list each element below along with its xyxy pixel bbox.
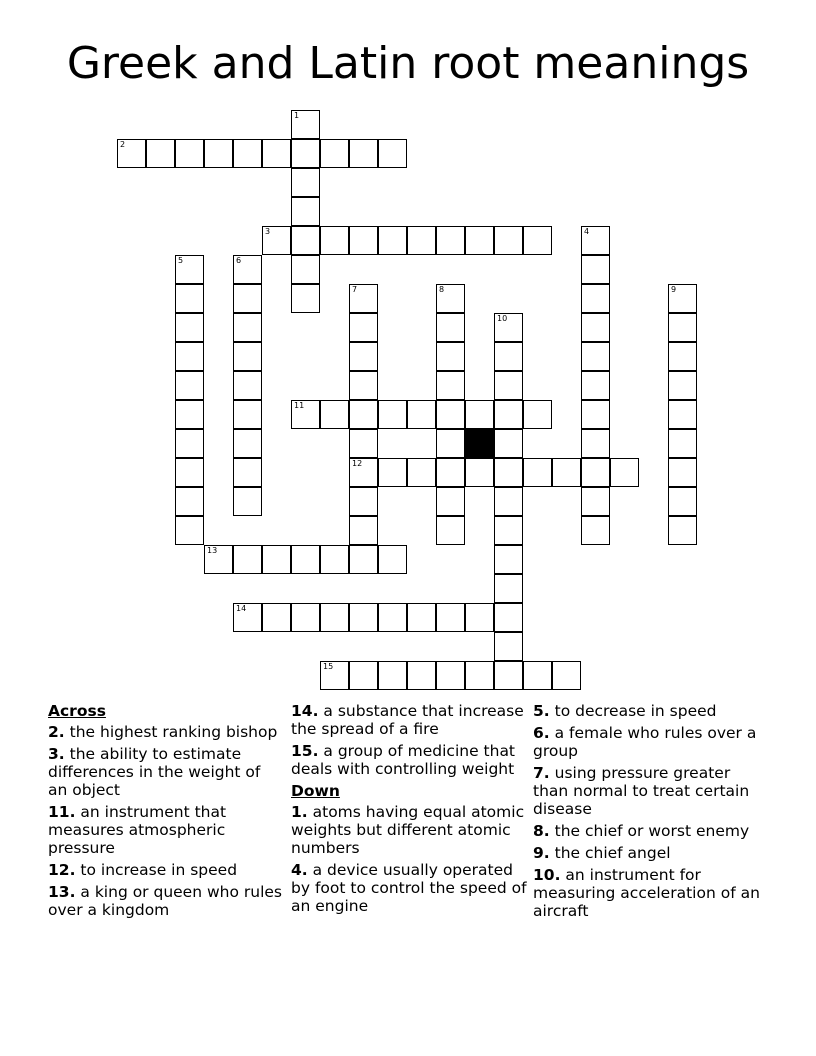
crossword-cell[interactable] <box>552 458 581 487</box>
crossword-cell[interactable] <box>581 284 610 313</box>
crossword-cell[interactable] <box>436 429 465 458</box>
crossword-cell[interactable] <box>494 661 523 690</box>
crossword-cell[interactable] <box>668 458 697 487</box>
crossword-cell[interactable] <box>668 429 697 458</box>
clue-number-label: 10 <box>497 314 508 323</box>
crossword-cell[interactable] <box>581 313 610 342</box>
clue-text: to decrease in speed <box>554 702 717 720</box>
crossword-cell[interactable] <box>610 458 639 487</box>
crossword-cell[interactable] <box>349 226 378 255</box>
crossword-cell[interactable] <box>291 226 320 255</box>
crossword-cell[interactable] <box>291 139 320 168</box>
crossword-cell[interactable] <box>581 255 610 284</box>
clue-number-label: 6 <box>236 256 242 265</box>
clue-number: 3. <box>48 745 65 763</box>
clue-across-15 <box>291 742 527 778</box>
clue-down-8 <box>533 822 769 840</box>
crossword-cell[interactable] <box>349 661 378 690</box>
crossword-cell[interactable] <box>262 226 291 255</box>
crossword-cell[interactable] <box>233 603 262 632</box>
crossword-cell[interactable] <box>465 400 494 429</box>
clue-number-label: 13 <box>207 546 218 555</box>
crossword-cell[interactable] <box>175 429 204 458</box>
crossword-cell[interactable] <box>291 545 320 574</box>
crossword-cell[interactable] <box>349 487 378 516</box>
crossword-cell[interactable] <box>436 313 465 342</box>
clue-number-label: 8 <box>439 285 445 294</box>
crossword-cell[interactable] <box>349 139 378 168</box>
crossword-cell[interactable] <box>581 429 610 458</box>
crossword-cell[interactable] <box>465 603 494 632</box>
crossword-cell[interactable] <box>233 284 262 313</box>
crossword-cell[interactable] <box>465 458 494 487</box>
crossword-cell[interactable] <box>494 371 523 400</box>
crossword-cell[interactable] <box>349 400 378 429</box>
crossword-cell[interactable] <box>436 458 465 487</box>
clue-across-11 <box>48 803 284 857</box>
crossword-cell[interactable] <box>233 342 262 371</box>
clues-column-1 <box>48 702 284 923</box>
crossword-cell[interactable] <box>320 400 349 429</box>
crossword-cell[interactable] <box>378 139 407 168</box>
crossword-cell[interactable] <box>262 545 291 574</box>
clue-text: the highest ranking bishop <box>69 723 278 741</box>
crossword-cell[interactable] <box>320 226 349 255</box>
clue-number: 14. <box>291 702 319 720</box>
crossword-cell[interactable] <box>494 400 523 429</box>
crossword-cell[interactable] <box>204 139 233 168</box>
clue-number: 5. <box>533 702 550 720</box>
crossword-cell[interactable] <box>581 516 610 545</box>
crossword-cell[interactable] <box>233 139 262 168</box>
clue-number: 1. <box>291 803 308 821</box>
clue-across-2 <box>48 723 284 741</box>
crossword-cell[interactable] <box>581 226 610 255</box>
crossword-cell[interactable] <box>233 429 262 458</box>
crossword-cell[interactable] <box>581 371 610 400</box>
crossword-cell[interactable] <box>668 284 697 313</box>
clue-number-label: 1 <box>294 111 300 120</box>
clue-text: a device usually operated by foot to control the speed of an engine <box>291 861 527 915</box>
clue-down-5 <box>533 702 769 720</box>
crossword-cell[interactable] <box>262 139 291 168</box>
crossword-cell[interactable] <box>668 487 697 516</box>
clue-number-label: 2 <box>120 140 126 149</box>
crossword-cell[interactable] <box>668 313 697 342</box>
crossword-cell[interactable] <box>349 429 378 458</box>
crossword-cell[interactable] <box>320 139 349 168</box>
clue-number: 12. <box>48 861 76 879</box>
crossword-cell[interactable] <box>291 400 320 429</box>
crossword-cell[interactable] <box>407 458 436 487</box>
crossword-cell[interactable] <box>291 603 320 632</box>
crossword-cell[interactable] <box>175 255 204 284</box>
crossword-cell[interactable] <box>378 226 407 255</box>
clue-text: the chief angel <box>554 844 671 862</box>
crossword-cell[interactable] <box>581 487 610 516</box>
crossword-cell[interactable] <box>668 342 697 371</box>
crossword-cell[interactable] <box>494 487 523 516</box>
crossword-cell[interactable] <box>494 458 523 487</box>
crossword-cell[interactable] <box>581 458 610 487</box>
clue-down-7 <box>533 764 769 818</box>
crossword-cell[interactable] <box>494 429 523 458</box>
crossword-cell[interactable] <box>581 342 610 371</box>
crossword-cell[interactable] <box>436 226 465 255</box>
clue-number-label: 11 <box>294 401 305 410</box>
crossword-cell[interactable] <box>407 400 436 429</box>
clue-number: 6. <box>533 724 550 742</box>
crossword-cell[interactable] <box>291 168 320 197</box>
crossword-cell[interactable] <box>175 139 204 168</box>
crossword-cell[interactable] <box>465 661 494 690</box>
clue-number: 13. <box>48 883 76 901</box>
crossword-cell[interactable] <box>175 371 204 400</box>
clue-text: a female who rules over a group <box>533 724 757 760</box>
crossword-cell[interactable] <box>291 284 320 313</box>
crossword-cell[interactable] <box>175 400 204 429</box>
crossword-cell[interactable] <box>668 400 697 429</box>
crossword-cell[interactable] <box>349 516 378 545</box>
crossword-cell[interactable] <box>378 603 407 632</box>
crossword-cell[interactable] <box>233 313 262 342</box>
clue-text: the ability to estimate differences in the weight of an object <box>48 745 261 799</box>
crossword-cell[interactable] <box>175 487 204 516</box>
clue-text: an instrument that measures atmospheric pressure <box>48 803 227 857</box>
crossword-cell[interactable] <box>378 458 407 487</box>
crossword-cell[interactable] <box>233 371 262 400</box>
crossword-cell[interactable] <box>668 516 697 545</box>
clue-across-14 <box>291 702 527 738</box>
crossword-cell[interactable] <box>378 400 407 429</box>
clue-down-1 <box>291 803 527 857</box>
crossword-cell[interactable] <box>233 487 262 516</box>
crossword-cell[interactable] <box>668 371 697 400</box>
crossword-cell[interactable] <box>436 400 465 429</box>
crossword-cell[interactable] <box>494 603 523 632</box>
clue-number-label: 14 <box>236 604 247 613</box>
clue-down-9 <box>533 844 769 862</box>
crossword-cell[interactable] <box>349 342 378 371</box>
crossword-cell[interactable] <box>233 255 262 284</box>
crossword-cell[interactable] <box>494 313 523 342</box>
crossword-cell[interactable] <box>320 603 349 632</box>
clue-text: an instrument for measuring acceleration of an aircraft <box>533 866 760 920</box>
crossword-cell[interactable] <box>407 603 436 632</box>
crossword-cell[interactable] <box>320 661 349 690</box>
crossword-cell[interactable] <box>204 545 233 574</box>
across-heading: Across <box>48 702 106 720</box>
clue-down-4 <box>291 861 527 915</box>
clue-down-6 <box>533 724 769 760</box>
clue-number-label: 3 <box>265 227 271 236</box>
crossword-cell[interactable] <box>523 226 552 255</box>
crossword-cell[interactable] <box>407 226 436 255</box>
clue-text: atoms having equal atomic weights but different atomic numbers <box>291 803 525 857</box>
crossword-cell[interactable] <box>494 342 523 371</box>
clue-text: to increase in speed <box>80 861 238 879</box>
crossword-cell[interactable] <box>349 545 378 574</box>
crossword-cell[interactable] <box>436 661 465 690</box>
crossword-cell[interactable] <box>494 226 523 255</box>
crossword-cell[interactable] <box>349 458 378 487</box>
down-heading: Down <box>291 782 340 800</box>
crossword-cell[interactable] <box>523 458 552 487</box>
clue-number: 15. <box>291 742 319 760</box>
clue-text: the chief or worst enemy <box>554 822 750 840</box>
clue-text: a king or queen who rules over a kingdom <box>48 883 282 919</box>
crossword-cell[interactable] <box>291 197 320 226</box>
crossword-cell[interactable] <box>175 458 204 487</box>
crossword-cell[interactable] <box>552 661 581 690</box>
crossword-cell[interactable] <box>233 545 262 574</box>
clue-text: using pressure greater than normal to treat certain disease <box>533 764 750 818</box>
crossword-cell[interactable] <box>291 255 320 284</box>
crossword-cell[interactable] <box>146 139 175 168</box>
crossword-cell[interactable] <box>581 400 610 429</box>
clue-number-label: 7 <box>352 285 358 294</box>
crossword-cell[interactable] <box>320 545 349 574</box>
crossword-cell[interactable] <box>407 661 436 690</box>
clue-number: 9. <box>533 844 550 862</box>
crossword-cell[interactable] <box>117 139 146 168</box>
clue-number: 8. <box>533 822 550 840</box>
clue-text: a group of medicine that deals with controlling weight <box>291 742 516 778</box>
crossword-cell[interactable] <box>349 603 378 632</box>
clue-across-3 <box>48 745 284 799</box>
crossword-cell[interactable] <box>436 342 465 371</box>
crossword-cell[interactable] <box>262 603 291 632</box>
clue-number-label: 15 <box>323 662 334 671</box>
clue-across-13 <box>48 883 284 919</box>
crossword-cell[interactable] <box>175 313 204 342</box>
crossword-cell[interactable] <box>291 110 320 139</box>
crossword-cell[interactable] <box>494 574 523 603</box>
crossword-cell[interactable] <box>349 313 378 342</box>
clue-number: 7. <box>533 764 550 782</box>
crossword-cell[interactable] <box>436 603 465 632</box>
crossword-cell[interactable] <box>175 516 204 545</box>
crossword-cell[interactable] <box>175 342 204 371</box>
clue-number: 4. <box>291 861 308 879</box>
crossword-cell[interactable] <box>436 371 465 400</box>
clue-across-12 <box>48 861 284 879</box>
crossword-cell[interactable] <box>436 487 465 516</box>
clue-number: 11. <box>48 803 76 821</box>
clue-number-label: 12 <box>352 459 363 468</box>
crossword-cell[interactable] <box>523 661 552 690</box>
crossword-cell[interactable] <box>175 284 204 313</box>
crossword-cell[interactable] <box>378 545 407 574</box>
clue-number: 10. <box>533 866 561 884</box>
clue-number-label: 5 <box>178 256 184 265</box>
clues-column-3 <box>533 702 769 924</box>
clue-number-label: 9 <box>671 285 677 294</box>
crossword-cell[interactable] <box>349 371 378 400</box>
crossword-cell[interactable] <box>494 516 523 545</box>
clue-number-label: 4 <box>584 227 590 236</box>
clue-text: a substance that increase the spread of a fire <box>291 702 524 738</box>
crossword-cell[interactable] <box>378 661 407 690</box>
crossword-cell[interactable] <box>436 284 465 313</box>
crossword-cell[interactable] <box>349 284 378 313</box>
page-title: Greek and Latin root meanings <box>66 38 750 89</box>
crossword-cell[interactable] <box>233 458 262 487</box>
crossword-cell[interactable] <box>465 226 494 255</box>
crossword-cell[interactable] <box>436 516 465 545</box>
crossword-block <box>465 429 494 458</box>
crossword-cell[interactable] <box>233 400 262 429</box>
clue-number: 2. <box>48 723 65 741</box>
crossword-cell[interactable] <box>494 545 523 574</box>
crossword-cell[interactable] <box>494 632 523 661</box>
clue-down-10 <box>533 866 769 920</box>
clues-column-2 <box>291 702 527 919</box>
crossword-cell[interactable] <box>523 400 552 429</box>
